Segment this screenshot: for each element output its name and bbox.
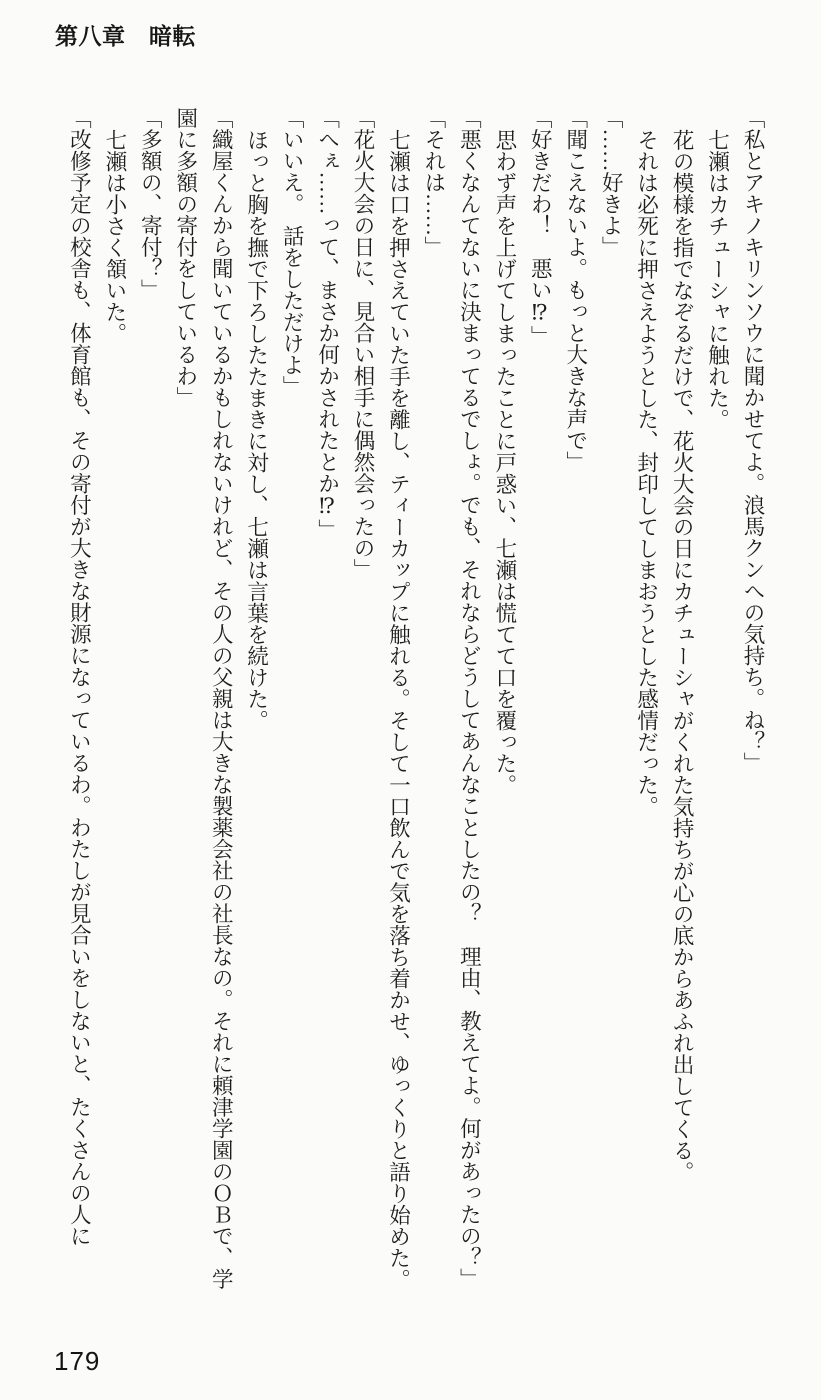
paragraph: 花の模様を指でなぞるだけで、花火大会の日にカチューシャがくれた気持ちが心の底からあふれ出してくる。 bbox=[670, 128, 695, 1182]
paragraph: 「それは……」 bbox=[421, 107, 446, 258]
paragraph: 「多額の、寄付？」 bbox=[138, 107, 163, 301]
paragraph: 「改修予定の校舎も、体育館も、その寄付が大きな財源になっているわ。わたしが見合いをしないと、たくさんの人に bbox=[67, 107, 92, 1247]
paragraph: 七瀬は口を押さえていた手を離し、ティーカップに触れる。そして一口飲んで気を落ち着かせ、ゆっくりと語り始めた。 bbox=[386, 128, 411, 1290]
paragraph: 「聞こえないよ。もっと大きな声で」 bbox=[563, 107, 588, 473]
page-number: 179 bbox=[54, 1346, 101, 1376]
paragraph: 七瀬はカチューシャに触れた。 bbox=[705, 128, 730, 430]
paragraph: 「私とアキノキリンソウに聞かせてよ。浪馬クンへの気持ち。ね？」 bbox=[741, 107, 765, 774]
paragraph: 「いいえ。 話をしただけよ」 bbox=[280, 107, 305, 398]
paragraph: 「へぇ……って、まさか何かされたとか⁉」 bbox=[315, 107, 340, 541]
paragraph: 「花火大会の日に、見合い相手に偶然会ったの」 bbox=[351, 107, 376, 580]
paragraph: 「悪くなんてないに決まってるでしょ。でも、それならどうしてあんなことしたの？ 理由、教えてよ。何があったの？」 bbox=[457, 107, 482, 1290]
paragraph: 「好きだわ！ 悪い⁉」 bbox=[528, 107, 553, 347]
paragraph: 「織屋くんから聞いているかもしれないけれど、その人の父親は大きな製薬会社の社長なの。それに頼津学園のＯＢで、学園に多額の寄付をしているわ」 bbox=[173, 107, 234, 1290]
paragraph: それは必死に押さえようとした、封印してしまおうとした感情だった。 bbox=[634, 128, 659, 817]
paragraph: 思わず声を上げてしまったことに戸惑い、七瀬は慌てて口を覆った。 bbox=[492, 128, 517, 795]
paragraph: ほっと胸を撫で下ろしたたまきに対し、七瀬は言葉を続けた。 bbox=[244, 128, 269, 731]
paragraph: 「……好きよ」 bbox=[599, 107, 624, 258]
paragraph: 七瀬は小さく頷いた。 bbox=[102, 128, 127, 344]
body-text bbox=[61, 107, 770, 1291]
chapter-heading: 第八章 暗転 bbox=[55, 24, 196, 49]
